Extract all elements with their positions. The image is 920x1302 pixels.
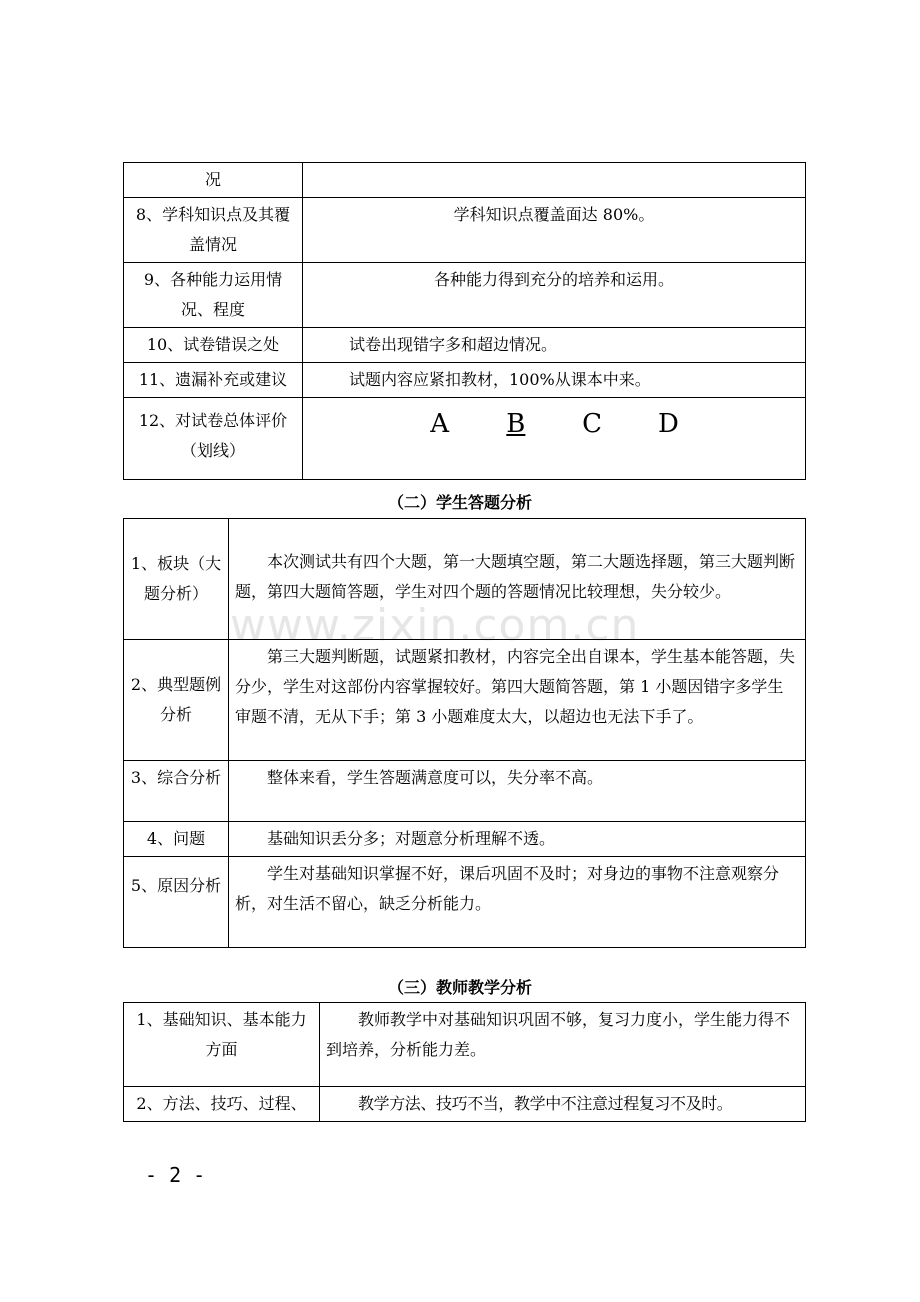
row-content: 教学方法、技巧不当，教学中不注意过程复习不及时。 [320, 1087, 806, 1122]
table-row [124, 328, 806, 363]
table-row [124, 398, 806, 480]
row-label: 5、原因分析 [124, 857, 229, 948]
row-label: 11、遗漏补充或建议 [124, 363, 303, 398]
row-content [303, 163, 806, 198]
table-row [124, 1003, 806, 1087]
table-row [124, 519, 806, 640]
row-content: 本次测试共有四个大题，第一大题填空题，第二大题选择题，第三大题判断题，第四大题简答题，学生对四个题的答题情况比较理想，失分较少。 [229, 519, 806, 640]
row-content: 基础知识丢分多；对题意分析理解不透。 [229, 822, 806, 857]
watermark: www.zixin.com.cn [230, 600, 640, 651]
grade-c: C [582, 409, 603, 439]
table-row [124, 761, 806, 822]
row-content: 整体来看，学生答题满意度可以，失分率不高。 [229, 761, 806, 822]
row-label: 况 [124, 163, 303, 198]
table-row [124, 198, 806, 263]
row-label: 2、典型题例分析 [124, 640, 229, 761]
row-content: 教师教学中对基础知识巩固不够，复习力度小，学生能力得不到培养，分析能力差。 [320, 1003, 806, 1087]
row-content: 第三大题判断题，试题紧扣教材，内容完全出自课本，学生基本能答题，失分少，学生对这部份内容掌握较好。第四大题简答题，第 1 小题因错字多学生审题不清，无从下手；第 3 小题难度太大，以超边也无法下手了。 [229, 640, 806, 761]
row-label: 9、各种能力运用情况、程度 [124, 263, 303, 328]
table-row [124, 857, 806, 948]
student-analysis-table [123, 518, 806, 948]
row-label: 10、试卷错误之处 [124, 328, 303, 363]
table-row [124, 640, 806, 761]
row-content: 各种能力得到充分的培养和运用。 [303, 263, 806, 328]
page-number: - 2 - [145, 1163, 206, 1187]
grade-a: A [430, 409, 449, 439]
row-label: 8、学科知识点及其覆盖情况 [124, 198, 303, 263]
teacher-analysis-table [123, 1002, 806, 1122]
section-title-student-analysis: （二）学生答题分析 [387, 493, 532, 512]
section-title-teacher-analysis: （三）教师教学分析 [387, 978, 532, 997]
table-row [124, 163, 806, 198]
row-label: 1、基础知识、基本能力方面 [124, 1003, 320, 1087]
table-row [124, 263, 806, 328]
row-label: 2、方法、技巧、过程、 [124, 1087, 320, 1122]
grade-d: D [657, 409, 679, 439]
row-content: 试题内容应紧扣教材，100%从课本中来。 [303, 363, 806, 398]
row-label: 1、板块（大题分析） [124, 519, 229, 640]
row-label: 4、问题 [124, 822, 229, 857]
row-content: 学科知识点覆盖面达 80%。 [303, 198, 806, 263]
table-row [124, 363, 806, 398]
grade-b-selected: B [506, 409, 526, 439]
table-row [124, 822, 806, 857]
row-content: 试卷出现错字多和超边情况。 [303, 328, 806, 363]
row-label: 12、对试卷总体评价（划线） [124, 398, 303, 480]
row-label: 3、综合分析 [124, 761, 229, 822]
row-content: 学生对基础知识掌握不好，课后巩固不及时；对身边的事物不注意观察分析，对生活不留心，缺乏分析能力。 [229, 857, 806, 948]
exam-evaluation-table [123, 162, 806, 480]
grade-options [303, 398, 806, 480]
table-row [124, 1087, 806, 1122]
